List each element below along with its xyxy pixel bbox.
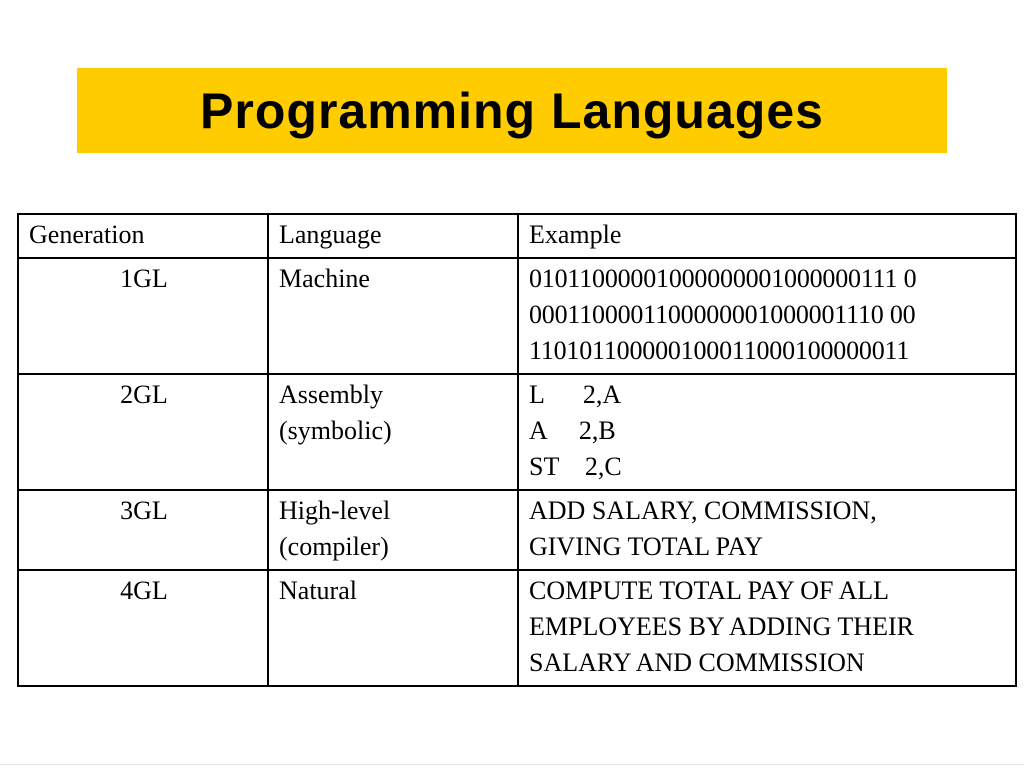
- table-row: [18, 570, 1016, 686]
- example-line: ADD SALARY, COMMISSION,: [529, 496, 877, 525]
- table-row: [18, 374, 1016, 490]
- table-header-row: [18, 214, 1016, 258]
- generation-cell: 4GL: [18, 570, 268, 686]
- language-line: Assembly: [279, 380, 383, 409]
- example-cell: [518, 570, 1016, 686]
- language-line: Natural: [279, 576, 357, 605]
- header-language: Language: [268, 214, 518, 258]
- example-line: SALARY AND COMMISSION: [529, 648, 865, 677]
- example-line: A 2,B: [529, 416, 616, 445]
- languages-table: [17, 213, 1017, 687]
- language-cell: [268, 258, 518, 374]
- language-cell: [268, 570, 518, 686]
- header-example: Example: [518, 214, 1016, 258]
- header-generation: Generation: [18, 214, 268, 258]
- example-line: 110101100000100011000100000011: [529, 336, 910, 365]
- title-banner: [77, 68, 947, 153]
- language-line: (symbolic): [279, 416, 392, 445]
- example-line: L 2,A: [529, 380, 622, 409]
- generation-cell: 3GL: [18, 490, 268, 570]
- generation-cell: 1GL: [18, 258, 268, 374]
- slide-title: Programming Languages: [200, 82, 824, 139]
- example-line: 01011000001000000001000000111 0: [529, 264, 917, 293]
- generation-cell: 2GL: [18, 374, 268, 490]
- example-line: GIVING TOTAL PAY: [529, 532, 763, 561]
- language-line: High-level: [279, 496, 391, 525]
- language-cell: [268, 490, 518, 570]
- example-line: 0001100001100000001000001110 00: [529, 300, 916, 329]
- language-line: (compiler): [279, 532, 389, 561]
- example-cell: [518, 490, 1016, 570]
- example-cell: [518, 374, 1016, 490]
- example-line: ST 2,C: [529, 452, 622, 481]
- example-line: EMPLOYEES BY ADDING THEIR: [529, 612, 914, 641]
- language-line: Machine: [279, 264, 370, 293]
- table-row: [18, 490, 1016, 570]
- bottom-divider: [0, 764, 1024, 765]
- language-cell: [268, 374, 518, 490]
- table-row: [18, 258, 1016, 374]
- example-line: COMPUTE TOTAL PAY OF ALL: [529, 576, 890, 605]
- example-cell: [518, 258, 1016, 374]
